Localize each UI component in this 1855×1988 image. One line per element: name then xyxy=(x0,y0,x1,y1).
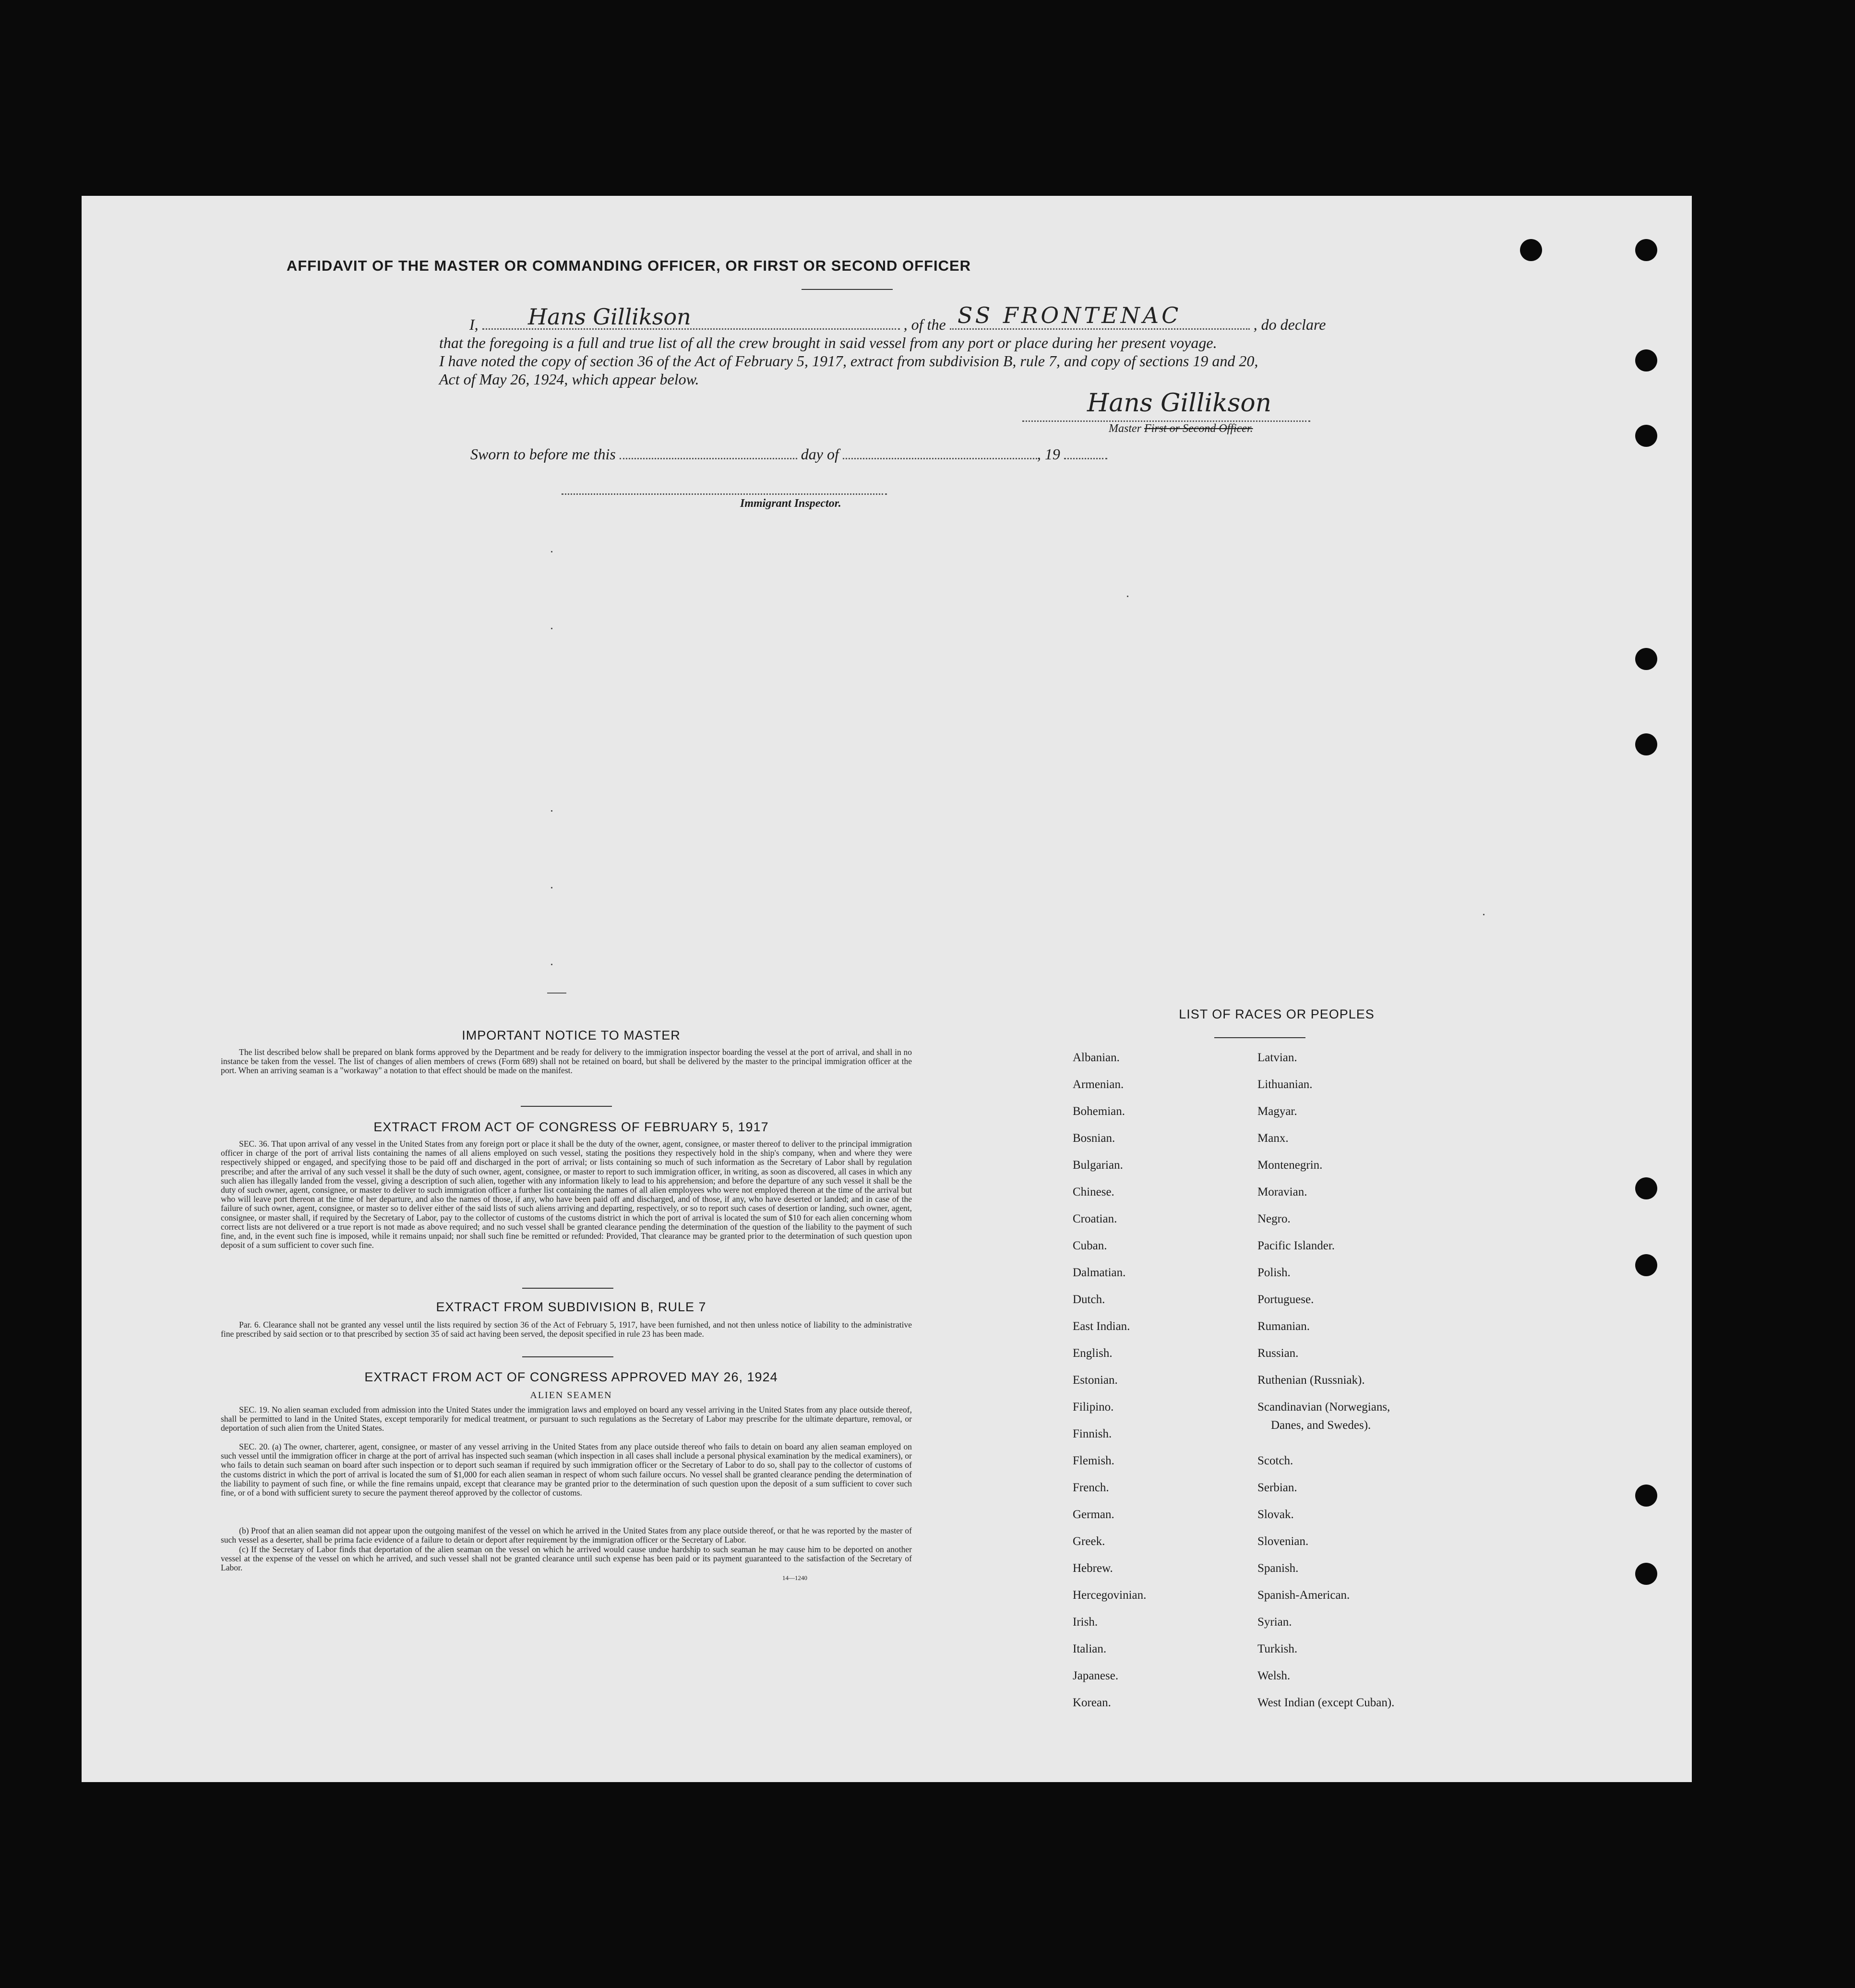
race-item: Magyar. xyxy=(1257,1105,1297,1118)
year-prefix: , 19 xyxy=(1037,445,1060,463)
race-item: Bohemian. xyxy=(1073,1105,1125,1118)
race-item: Spanish-American. xyxy=(1257,1589,1350,1602)
act1924-sec19: SEC. 19. No alien seaman excluded from admission into the United States under the immigration laws and employed on board any vessel arriving in the United States from any place outside thereof, shall be permitted to land in the United States, except temporarily for medical treatment, or pursuant to such regulations as the Secretary of Labor may prescribe for the ultimate departure, removal, or deportation of such alien from the United States. xyxy=(221,1405,912,1433)
declaration-line-3: I have noted the copy of section 36 of the Act of February 5, 1917, extract from subdivision B, rule 7, and copy of sections 19 and 20, xyxy=(439,352,1258,370)
race-item: Dutch. xyxy=(1073,1293,1105,1306)
race-item: Italian. xyxy=(1073,1642,1107,1655)
race-item: Ruthenian (Russniak). xyxy=(1257,1374,1365,1387)
race-item: Cuban. xyxy=(1073,1239,1107,1252)
races-divider xyxy=(1214,1037,1305,1038)
race-item: Croatian. xyxy=(1073,1212,1117,1225)
race-item: English. xyxy=(1073,1347,1113,1360)
race-item: Negro. xyxy=(1257,1212,1291,1225)
race-item: Welsh. xyxy=(1257,1669,1291,1682)
act1924-sec20b: (b) Proof that an alien seaman did not appear upon the outgoing manifest of the vessel on which he arrived in the United States from any place outside thereof, or that he was reported by the master of such vessel as a deserter, shall be prima facie evidence of a failure to detain or deport after requirement by the immigration officer or the Secretary of Labor. xyxy=(221,1526,912,1545)
race-item: French. xyxy=(1073,1481,1109,1494)
race-item: Slovenian. xyxy=(1257,1535,1309,1548)
notice-title: IMPORTANT NOTICE TO MASTER xyxy=(462,1028,681,1042)
declaration-line-2: that the foregoing is a full and true list of all the crew brought in said vessel from any port or place during her present voyage. xyxy=(439,334,1217,351)
race-item: Lithuanian. xyxy=(1257,1078,1313,1091)
race-item: Moravian. xyxy=(1257,1186,1307,1198)
punch-hole-icon xyxy=(1635,239,1657,261)
scan-mark xyxy=(551,551,552,552)
punch-hole-icon xyxy=(1520,239,1542,261)
document-sheet xyxy=(82,196,1692,1782)
act1917-title: EXTRACT FROM ACT OF CONGRESS OF FEBRUARY 5, 1917 xyxy=(373,1120,769,1134)
race-item: Armenian. xyxy=(1073,1078,1124,1091)
race-item: Chinese. xyxy=(1073,1186,1114,1198)
scan-mark xyxy=(1127,596,1128,597)
sworn-month-field[interactable] xyxy=(843,445,1037,459)
race-item: Irish. xyxy=(1073,1616,1098,1629)
race-item: Pacific Islander. xyxy=(1257,1239,1335,1252)
race-item: East Indian. xyxy=(1073,1320,1130,1333)
signature-line xyxy=(1022,420,1310,422)
race-item: Dalmatian. xyxy=(1073,1266,1126,1279)
race-item: Greek. xyxy=(1073,1535,1105,1548)
punch-hole-icon xyxy=(1635,1177,1657,1199)
prefix-i: I, xyxy=(469,316,479,333)
punch-hole-icon xyxy=(1635,1563,1657,1585)
race-item: Hebrew. xyxy=(1073,1562,1113,1575)
act1924-title: EXTRACT FROM ACT OF CONGRESS APPROVED MAY 26, 1924 xyxy=(364,1370,778,1384)
scan-mark xyxy=(547,993,566,994)
sworn-prefix: Sworn to before me this xyxy=(470,445,616,463)
act1924-sec20c: (c) If the Secretary of Labor finds that deportation of the alien seaman on the vessel on which he arrived would cause undue hardship to such seaman he may cause him to be deported on another vessel at the expense of the vessel on which he arrived, and such vessel shall not be granted clearance until such expense has been paid or its payment guaranteed to the satisfaction of the Secretary of Labor. xyxy=(221,1545,912,1573)
rule7-title: EXTRACT FROM SUBDIVISION B, RULE 7 xyxy=(436,1300,706,1314)
signer-name-handwritten: Hans Gillikson xyxy=(528,304,691,330)
sworn-day-field[interactable] xyxy=(620,445,797,459)
notice-body: The list described below shall be prepared on blank forms approved by the Department and be ready for delivery to the immigration inspector boarding the vessel at the port of arrival, and shall in no instance be taken from the vessel. The list of changes of alien members of crews (Form 689) shall not be retained on board, but shall be delivered by the master to the principal immigration officer at the port. When an arriving seaman is a "workaway" a notation to that effect should be made on the manifest. xyxy=(221,1047,912,1076)
sworn-line xyxy=(470,445,1107,463)
race-item: Scotch. xyxy=(1257,1454,1293,1467)
race-item: Bosnian. xyxy=(1073,1132,1115,1145)
master-signature-handwritten: Hans Gillikson xyxy=(1087,389,1272,418)
race-item: Polish. xyxy=(1257,1266,1291,1279)
rule7-divider xyxy=(522,1288,613,1289)
master-label: Master xyxy=(1109,422,1141,435)
punch-hole-icon xyxy=(1635,1254,1657,1276)
race-item: Albanian. xyxy=(1073,1051,1120,1064)
act1924-divider xyxy=(522,1356,613,1357)
punch-hole-icon xyxy=(1635,425,1657,447)
race-item: West Indian (except Cuban). xyxy=(1257,1696,1395,1709)
scan-mark xyxy=(551,628,552,629)
inspector-caption: Immigrant Inspector. xyxy=(740,497,841,510)
punch-hole-icon xyxy=(1635,349,1657,371)
affidavit-title: AFFIDAVIT OF THE MASTER OR COMMANDING OFFICER, OR FIRST OR SECOND OFFICER xyxy=(286,257,971,274)
inspector-signature-line xyxy=(562,493,887,495)
act1924-subtitle: ALIEN SEAMEN xyxy=(530,1390,612,1401)
races-title: LIST OF RACES OR PEOPLES xyxy=(1179,1007,1375,1021)
race-item: Hercegovinian. xyxy=(1073,1589,1147,1602)
race-item: Syrian. xyxy=(1257,1616,1292,1629)
form-number: 14—1240 xyxy=(782,1574,807,1581)
race-item: Spanish. xyxy=(1257,1562,1299,1575)
race-item: German. xyxy=(1073,1508,1114,1521)
race-item: Serbian. xyxy=(1257,1481,1297,1494)
rule7-body: Par. 6. Clearance shall not be granted any vessel until the lists required by section 36 of the Act of February 5, 1917, have been furnished, and not then unless notice of liability to the administrative fine prescribed by said section or to that prescribed by section 35 of said act having been served, the deposit specified in rule 23 has been made. xyxy=(221,1320,912,1339)
punch-hole-icon xyxy=(1635,1485,1657,1507)
sworn-year-field[interactable] xyxy=(1064,445,1107,459)
race-item: Slovak. xyxy=(1257,1508,1294,1521)
race-item: Russian. xyxy=(1257,1347,1299,1360)
race-item: Scandinavian (Norwegians, xyxy=(1257,1401,1390,1413)
scan-mark xyxy=(1483,914,1484,915)
act1917-body: SEC. 36. That upon arrival of any vessel in the United States from any foreign port or place it shall be the duty of the owner, agent, consignee, or master thereof to deliver to the principal immigration officer in charge of the port of arrival lists containing the names of all aliens employed on such vessel, stating the positions they respectively hold in the ship's company, when and where they were respectively shipped or engaged, and specifying those to be paid off and discharged in the port of arrival; or lists containing so much of such information as the Secretary of Labor shall by regulation prescribe; and after the arrival of any such vessel it shall be the duty of such owner, agent, consignee, or master to report to such immigration officer, in writing, as soon as discovered, all cases in which any such alien has illegally landed from the vessel, giving a description of such alien, together with any information likely to lead to his apprehension; and before the departure of any such vessel it shall be the duty of such owner, agent, consignee, or master to deliver to such immigration officer a further list containing the names of all alien employees who were not employed thereon at the time of the arrival but who will leave port thereon at the time of her departure, and also the names of those, if any, who have been paid off and discharged, and of those, if any, who have deserted or landed; and in case of the failure of such owner, agent, consignee, or master so to deliver either of the said lists of such aliens arriving and departing, respectively, or so to report such cases of desertion or landing, such owner, agent, consignee, or master shall, if required by the Secretary of Labor, pay to the collector of customs of the customs district in which the port of arrival is located the sum of $10 for each alien concerning whom correct lists are not delivered or a true report is not made as above required; and no such vessel shall be granted clearance pending the determination of the question of the liability to the payment of such fine, and, in the event such fine is imposed, while it remains unpaid; nor shall such fine be remitted or refunded: Provided, That clearance may be granted prior to the determination of such question upon deposit of a sum sufficient to cover such fine. xyxy=(221,1139,912,1250)
declaration-line-4: Act of May 26, 1924, which appear below. xyxy=(439,371,699,388)
signature-caption xyxy=(1109,422,1253,435)
race-item: Flemish. xyxy=(1073,1454,1114,1467)
scan-mark xyxy=(551,964,552,965)
race-item: Finnish. xyxy=(1073,1427,1112,1440)
punch-hole-icon xyxy=(1635,648,1657,670)
race-item: Bulgarian. xyxy=(1073,1159,1123,1172)
scan-mark xyxy=(551,810,552,812)
struck-officer-label: First or Second Officer. xyxy=(1144,422,1253,435)
title-divider xyxy=(802,289,893,290)
race-item: Korean. xyxy=(1073,1696,1111,1709)
race-item: Filipino. xyxy=(1073,1401,1114,1413)
day-of-label: day of xyxy=(801,445,839,463)
race-item: Portuguese. xyxy=(1257,1293,1314,1306)
act1924-sec20a: SEC. 20. (a) The owner, charterer, agent, consignee, or master of any vessel arriving in the United States from any place outside thereof who fails to detain on board any alien seaman employed on such vessel until the immigration officer in charge at the port of arrival has inspected such seaman (which inspection in all cases shall include a personal physical examination by the medical examiners), or who fails to detain such seaman on board after such inspection or to deport such seaman if required by such immigration officer or the Secretary of Labor to do so, shall pay to the collector of customs of the customs district in which the port of arrival is located the sum of $1,000 for each alien seaman in respect of whom such failure occurs. No vessel shall be granted clearance pending the determination of the liability to payment of such fine, or while the fine remains unpaid, except that clearance may be granted prior to the determination of such question upon the deposit of a sum sufficient to cover such fine, or of a bond with sufficient surety to secure the payment thereof approved by the collector of customs. xyxy=(221,1442,912,1498)
do-declare-label: , do declare xyxy=(1253,316,1326,333)
race-item: Turkish. xyxy=(1257,1642,1298,1655)
punch-hole-icon xyxy=(1635,733,1657,755)
race-item: Estonian. xyxy=(1073,1374,1118,1387)
race-item: Manx. xyxy=(1257,1132,1289,1145)
of-the-label: , of the xyxy=(903,316,946,333)
race-item: Montenegrin. xyxy=(1257,1159,1323,1172)
notice-divider xyxy=(521,1106,612,1107)
race-item: Rumanian. xyxy=(1257,1320,1310,1333)
scan-mark xyxy=(551,887,552,888)
race-item: Latvian. xyxy=(1257,1051,1297,1064)
race-item: Japanese. xyxy=(1073,1669,1119,1682)
race-item-continuation: Danes, and Swedes). xyxy=(1271,1419,1371,1432)
vessel-name-handwritten: SS FRONTENAC xyxy=(957,302,1182,328)
